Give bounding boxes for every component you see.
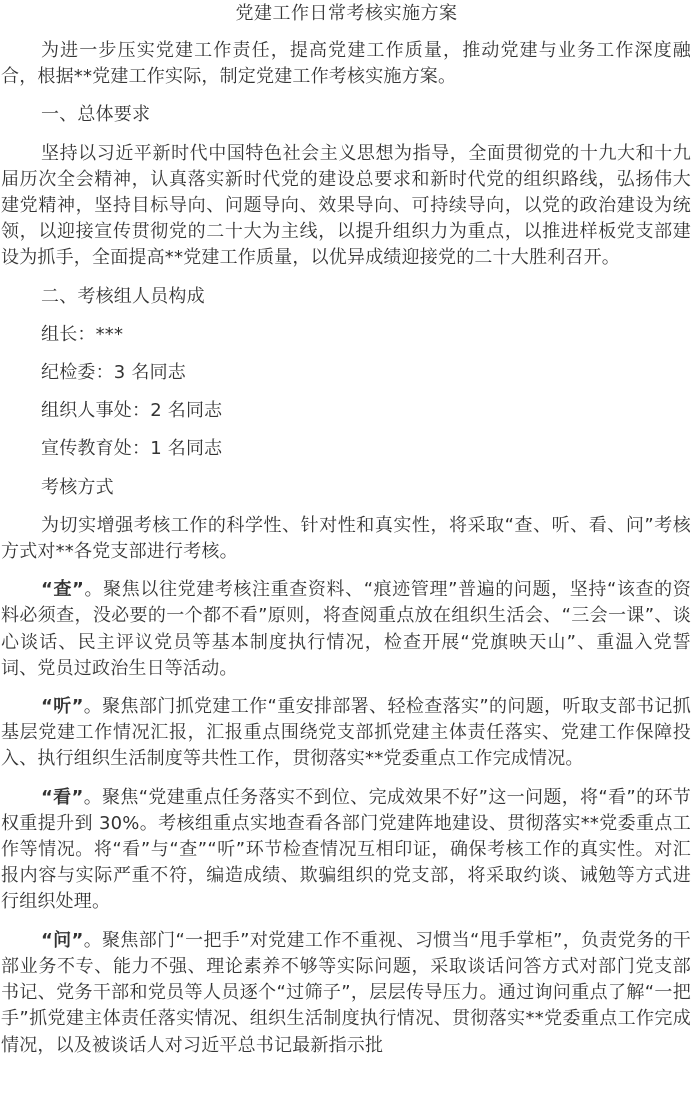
paragraph-lead-term: “听” bbox=[41, 696, 84, 718]
document-title: 党建工作日常考核实施方案 bbox=[235, 3, 458, 24]
paragraph-with-lead bbox=[0, 694, 693, 773]
paragraph-lead-term: “看” bbox=[41, 786, 84, 808]
paragraph: 二、考核组人员构成 bbox=[41, 285, 205, 307]
paragraph-with-lead bbox=[0, 928, 693, 1059]
paragraph-text: 。聚焦部门抓党建工作“重安排部署、轻检查落实”的问题，听取支部书记抓基层党建工作情况汇报，汇报重点围绕党支部抓党建主体责任落实、党建工作保障投入、执行组织生活制度等共性工作，贯彻落实**党委重点工作完成情况。 bbox=[1, 696, 691, 770]
paragraph: 坚持以习近平新时代中国特色社会主义思想为指导，全面贯彻党的十九大和十九届历次全会精神，认真落实新时代党的建设总要求和新时代党的组织路线，弘扬伟大建党精神，坚持目标导向、问题导向、效果导向、可持续导向，以党的政治建设为统领，以迎接宣传贯彻党的二十大为主线，以提升组织力为重点，以推进样板党支部建设为抓手，全面提高**党建工作质量，以优异成绩迎接党的二十大胜利召开。 bbox=[1, 142, 691, 269]
paragraph: 为进一步压实党建工作责任，提高党建工作质量，推动党建与业务工作深度融合，根据**党建工作实际，制定党建工作考核实施方案。 bbox=[1, 40, 691, 88]
paragraph-with-lead bbox=[0, 785, 693, 916]
paragraph: 考核方式 bbox=[41, 476, 114, 498]
paragraph: 宣传教育处：1 名同志 bbox=[41, 438, 223, 460]
paragraph-lead-term: “查” bbox=[41, 579, 85, 601]
paragraph: 为切实增强考核工作的科学性、针对性和真实性，将采取“查、听、看、问”考核方式对**各党支部进行考核。 bbox=[1, 514, 691, 563]
paragraph: 一、总体要求 bbox=[41, 104, 151, 126]
paragraph-text: 。聚焦“党建重点任务落实不到位、完成效果不好”这一问题，将“看”的环节权重提升到 30%。考核组重点实地查看各部门党建阵地建设、贯彻落实**党委重点工作等情况。将“看”与“查”“听”环节检查情况互相印证，确保考核工作的真实性。对汇报内容与实际严重不符，编造成绩、欺骗组织的党支部，将采取约谈、诫勉等方式进行组织处理。 bbox=[1, 786, 691, 913]
paragraph-text: 。聚焦以往党建考核注重查资料、“痕迹管理”普遍的问题，坚持“该查的资料必须查，没必要的一个都不看”原则，将查阅重点放在组织生活会、“三会一课”、谈心谈话、民主评议党员等基本制度执行情况，检查开展“党旗映天山”、重温入党誓词、党员过政治生日等活动。 bbox=[1, 579, 691, 679]
paragraph: 组织人事处：2 名同志 bbox=[41, 400, 223, 422]
paragraph-text: 。聚焦部门“一把手”对党建工作不重视、习惯当“甩手掌柜”，负责党务的干部业务不专、能力不强、理论素养不够等实际问题，采取谈话问答方式对部门党支部书记、党务干部和党员等人员逐个“过筛子”，层层传导压力。通过询问重点了解“一把手”抓党建主体责任落实情况、组织生活制度执行情况、贯彻落实**党委重点工作完成情况，以及被谈话人对习近平总书记最新指示批 bbox=[1, 929, 691, 1056]
document-body bbox=[0, 38, 693, 1071]
paragraph-with-lead bbox=[0, 577, 693, 682]
paragraph: 组长：*** bbox=[41, 323, 124, 345]
paragraph: 纪检委：3 名同志 bbox=[41, 362, 186, 384]
paragraph-lead-term: “问” bbox=[41, 929, 84, 951]
